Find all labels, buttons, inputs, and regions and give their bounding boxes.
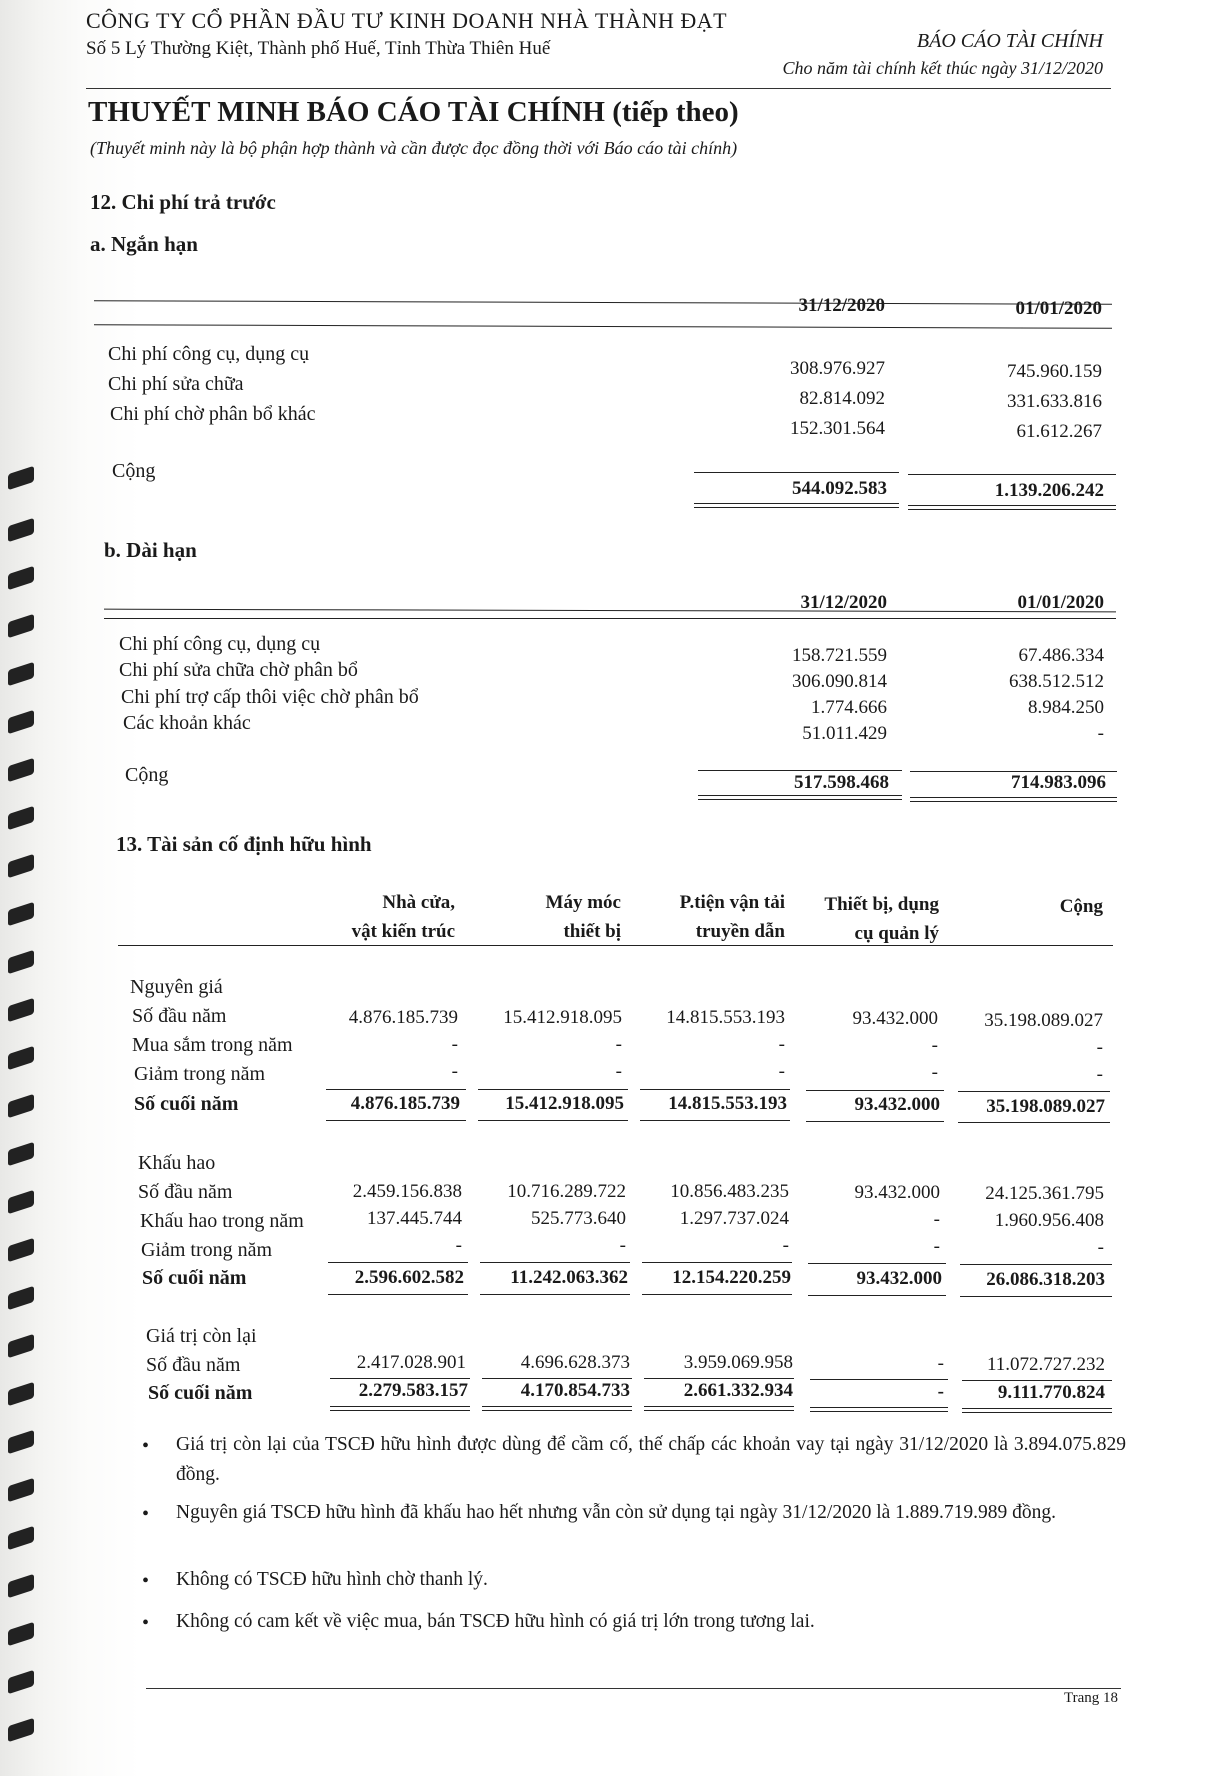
s13-subtotal-rule [642, 1262, 792, 1263]
report-title: BÁO CÁO TÀI CHÍNH [916, 30, 1103, 52]
bullet-icon: • [142, 1612, 150, 1634]
s12b-header-rule-bottom [104, 618, 1116, 619]
document-subtitle: (Thuyết minh này là bộ phận hợp thành và cần được đọc đồng thời với Báo cáo tài chính) [90, 138, 738, 158]
s13-row-label: Khấu hao trong năm [140, 1210, 304, 1232]
s12b-row-label: Chi phí công cụ, dụng cụ [119, 633, 321, 655]
s12b-total-double-rule [698, 795, 902, 800]
s13-subtotal-rule [808, 1263, 946, 1264]
s13-group-title: Giá trị còn lại [146, 1325, 257, 1347]
s13-total-double-rule [330, 1406, 470, 1411]
s12b-col-header-2: 01/01/2020 [1017, 592, 1104, 613]
s12b-value: 67.486.334 [1018, 645, 1104, 666]
s13-row-label: Số đầu năm [132, 1005, 227, 1027]
s13-cell: - [937, 1353, 944, 1374]
s13-cell-total: 93.432.000 [856, 1268, 942, 1289]
s13-subtotal-rule [482, 1378, 632, 1379]
s13-cell-total: 2.279.583.157 [358, 1380, 468, 1401]
s13-cell-total: 9.111.770.824 [997, 1382, 1105, 1403]
s13-cell: 10.716.289.722 [507, 1181, 626, 1202]
s13-cell: 4.876.185.739 [348, 1007, 458, 1028]
s12b-total-value: 517.598.468 [794, 772, 889, 793]
s13-cell: - [782, 1235, 789, 1256]
note-item: Nguyên giá TSCĐ hữu hình đã khấu hao hết nhưng vẫn còn sử dụng tại ngày 31/12/2020 là 1.889.719.989 đồng. [176, 1502, 1057, 1523]
s12a-col-header-1: 31/12/2020 [798, 295, 885, 316]
s12b-value: - [1097, 723, 1104, 744]
s13-cell: - [1096, 1037, 1103, 1058]
s13-cell: - [451, 1061, 458, 1082]
s13-cell: 1.960.956.408 [994, 1210, 1104, 1231]
s13-cell: 1.297.737.024 [679, 1208, 789, 1229]
s13-col-header: Thiết bị, dụng cụ quản lý [824, 894, 939, 944]
s13-cell: 93.432.000 [852, 1008, 938, 1029]
s13-subtotal-rule [330, 1378, 470, 1379]
s13-row-label: Mua sắm trong năm [132, 1034, 293, 1056]
section-12-title: 12. Chi phí trả trước [90, 190, 276, 214]
s12a-value: 82.814.092 [799, 388, 885, 409]
s13-total-rule [326, 1120, 466, 1121]
s13-col-header: P.tiện vận tải truyền dẫn [679, 892, 785, 942]
s13-header-rule [118, 945, 1113, 946]
s13-cell: 35.198.089.027 [984, 1010, 1103, 1031]
s13-cell: 4.696.628.373 [520, 1352, 630, 1373]
s13-cell: - [778, 1061, 785, 1082]
s13-subtotal-rule [326, 1089, 466, 1090]
company-name: CÔNG TY CỔ PHẦN ĐẦU TƯ KINH DOANH NHÀ THÀNH ĐẠT [86, 8, 728, 33]
s13-cell: 137.445.744 [367, 1208, 462, 1229]
s12a-total-value: 1.139.206.242 [994, 480, 1104, 501]
s13-total-rule [806, 1121, 944, 1122]
s13-cell: - [1097, 1237, 1104, 1258]
section-12b-title: b. Dài hạn [104, 538, 197, 562]
footer-divider [146, 1688, 1121, 1689]
s13-cell: - [615, 1061, 622, 1082]
s13-cell-total: 93.432.000 [854, 1094, 940, 1115]
s13-cell: 24.125.361.795 [985, 1183, 1104, 1204]
s12a-row-label: Chi phí sửa chữa [108, 373, 244, 395]
s12a-total-label: Cộng [112, 460, 156, 482]
s13-subtotal-rule [810, 1379, 948, 1380]
section-13-title: 13. Tài sản cố định hữu hình [116, 832, 372, 856]
s12b-total-double-rule [910, 797, 1117, 802]
s12b-row-label: Chi phí trợ cấp thôi việc chờ phân bổ [121, 686, 419, 708]
s12a-row-label: Chi phí công cụ, dụng cụ [108, 343, 310, 365]
s12b-total-label: Cộng [125, 764, 169, 786]
s13-cell: - [615, 1034, 622, 1055]
s13-row-label: Số đầu năm [138, 1181, 233, 1203]
s13-cell: - [1096, 1064, 1103, 1085]
page-number: Trang 18 [1063, 1690, 1118, 1706]
s13-cell: - [933, 1236, 940, 1257]
s13-cell-total: 35.198.089.027 [986, 1096, 1105, 1117]
s13-cell: 93.432.000 [854, 1182, 940, 1203]
s12b-value: 638.512.512 [1009, 671, 1104, 692]
s12a-total-double-rule [694, 503, 899, 508]
s13-cell-total: 15.412.918.095 [505, 1093, 624, 1114]
s12b-value: 158.721.559 [792, 645, 887, 666]
note-item: Không có cam kết về việc mua, bán TSCĐ hữu hình có giá trị lớn trong tương lai. [176, 1611, 815, 1632]
s13-cell: - [933, 1209, 940, 1230]
s13-col-header: Cộng [1059, 896, 1103, 917]
s13-row-label: Số cuối năm [134, 1093, 239, 1115]
s13-cell: 14.815.553.193 [666, 1007, 785, 1028]
s13-row-label: Số đầu năm [146, 1354, 241, 1376]
s13-col-header: Máy móc thiết bị [545, 892, 621, 942]
s12a-total-value: 544.092.583 [792, 478, 887, 499]
s13-cell: - [778, 1034, 785, 1055]
s13-cell-total: - [937, 1381, 944, 1402]
s13-cell-total: 26.086.318.203 [986, 1269, 1105, 1290]
s13-cell: - [931, 1035, 938, 1056]
s13-total-double-rule [482, 1406, 632, 1411]
bullet-icon: • [142, 1435, 150, 1457]
s13-total-rule [640, 1120, 790, 1121]
s13-cell: 525.773.640 [531, 1208, 626, 1229]
s13-cell: - [451, 1034, 458, 1055]
s13-total-double-rule [644, 1406, 794, 1411]
s13-row-label: Giảm trong năm [134, 1063, 266, 1085]
bullet-icon: • [142, 1570, 150, 1592]
s12b-total-rule [698, 770, 902, 771]
s13-cell: 2.459.156.838 [352, 1181, 462, 1202]
spiral-binding [0, 430, 56, 1776]
s12a-col-header-2: 01/01/2020 [1015, 298, 1102, 319]
s13-cell-total: 2.661.332.934 [683, 1380, 793, 1401]
s13-cell: 10.856.483.235 [670, 1181, 789, 1202]
s13-total-rule [960, 1296, 1112, 1297]
company-address: Số 5 Lý Thường Kiệt, Thành phố Huế, Tỉnh Thừa Thiên Huế [86, 38, 551, 59]
s12b-value: 51.011.429 [802, 723, 887, 744]
document-title: THUYẾT MINH BÁO CÁO TÀI CHÍNH (tiếp theo) [88, 96, 739, 128]
s13-cell-total: 11.242.063.362 [510, 1267, 628, 1288]
s13-total-rule [808, 1295, 946, 1296]
s13-total-double-rule [962, 1408, 1112, 1413]
s13-subtotal-rule [806, 1090, 944, 1091]
s13-subtotal-rule [478, 1089, 628, 1090]
s12a-total-rule [694, 472, 899, 473]
s13-total-rule [958, 1122, 1110, 1123]
s13-group-title: Khấu hao [138, 1152, 216, 1174]
s13-cell-total: 4.170.854.733 [520, 1380, 630, 1401]
s12a-value: 308.976.927 [790, 358, 885, 379]
s13-subtotal-rule [958, 1091, 1110, 1092]
s12a-total-rule [908, 474, 1116, 475]
s12a-value: 61.612.267 [1016, 421, 1102, 442]
bullet-icon: • [142, 1503, 150, 1525]
s12a-header-rule-bottom [94, 324, 1112, 329]
s12a-value: 152.301.564 [790, 418, 885, 439]
s13-cell-total: 14.815.553.193 [668, 1093, 787, 1114]
note-item: Không có TSCĐ hữu hình chờ thanh lý. [176, 1569, 488, 1590]
s13-cell: 11.072.727.232 [986, 1354, 1105, 1375]
s13-row-label: Số cuối năm [148, 1382, 253, 1404]
s13-subtotal-rule [644, 1378, 794, 1379]
s12a-row-label: Chi phí chờ phân bổ khác [110, 403, 316, 425]
s13-total-rule [642, 1294, 792, 1295]
s13-cell-total: 12.154.220.259 [672, 1267, 791, 1288]
s13-group-title: Nguyên giá [130, 976, 223, 998]
s13-cell-total: 4.876.185.739 [350, 1093, 460, 1114]
s12b-value: 306.090.814 [792, 671, 887, 692]
s13-subtotal-rule [640, 1089, 790, 1090]
s13-subtotal-rule [480, 1262, 630, 1263]
header-divider [86, 88, 1111, 89]
s13-row-label: Giảm trong năm [141, 1239, 273, 1261]
s13-total-double-rule [810, 1407, 948, 1412]
s12b-row-label: Các khoản khác [123, 712, 251, 734]
s12b-total-value: 714.983.096 [1011, 772, 1106, 793]
s13-cell: - [455, 1235, 462, 1256]
s13-cell: 3.959.069.958 [683, 1352, 793, 1373]
s13-total-rule [480, 1294, 630, 1295]
s13-cell-total: 2.596.602.582 [354, 1267, 464, 1288]
s13-subtotal-rule [960, 1264, 1112, 1265]
s13-cell: 15.412.918.095 [503, 1007, 622, 1028]
s13-cell: 2.417.028.901 [356, 1352, 466, 1373]
report-period: Cho năm tài chính kết thúc ngày 31/12/2020 [782, 58, 1103, 78]
s12a-value: 745.960.159 [1007, 361, 1102, 382]
s13-total-rule [328, 1294, 468, 1295]
s12b-row-label: Chi phí sửa chữa chờ phân bổ [119, 659, 358, 681]
s13-cell: - [931, 1062, 938, 1083]
s12b-value: 8.984.250 [1028, 697, 1104, 718]
s12a-value: 331.633.816 [1007, 391, 1102, 412]
s12b-value: 1.774.666 [811, 697, 887, 718]
note-item: Giá trị còn lại của TSCĐ hữu hình được dùng để cầm cố, thế chấp các khoản vay tại ngày 31/12/2020 là 3.894.075.829 đồng. [176, 1434, 1126, 1485]
s13-cell: - [619, 1235, 626, 1256]
s13-subtotal-rule [328, 1262, 468, 1263]
s13-subtotal-rule [962, 1380, 1112, 1381]
section-12a-title: a. Ngắn hạn [90, 232, 198, 256]
s13-col-header: Nhà cửa, vật kiến trúc [351, 892, 455, 942]
s13-total-rule [478, 1120, 628, 1121]
s12b-col-header-1: 31/12/2020 [800, 592, 887, 613]
s12a-total-double-rule [908, 505, 1116, 510]
s13-row-label: Số cuối năm [142, 1267, 247, 1289]
